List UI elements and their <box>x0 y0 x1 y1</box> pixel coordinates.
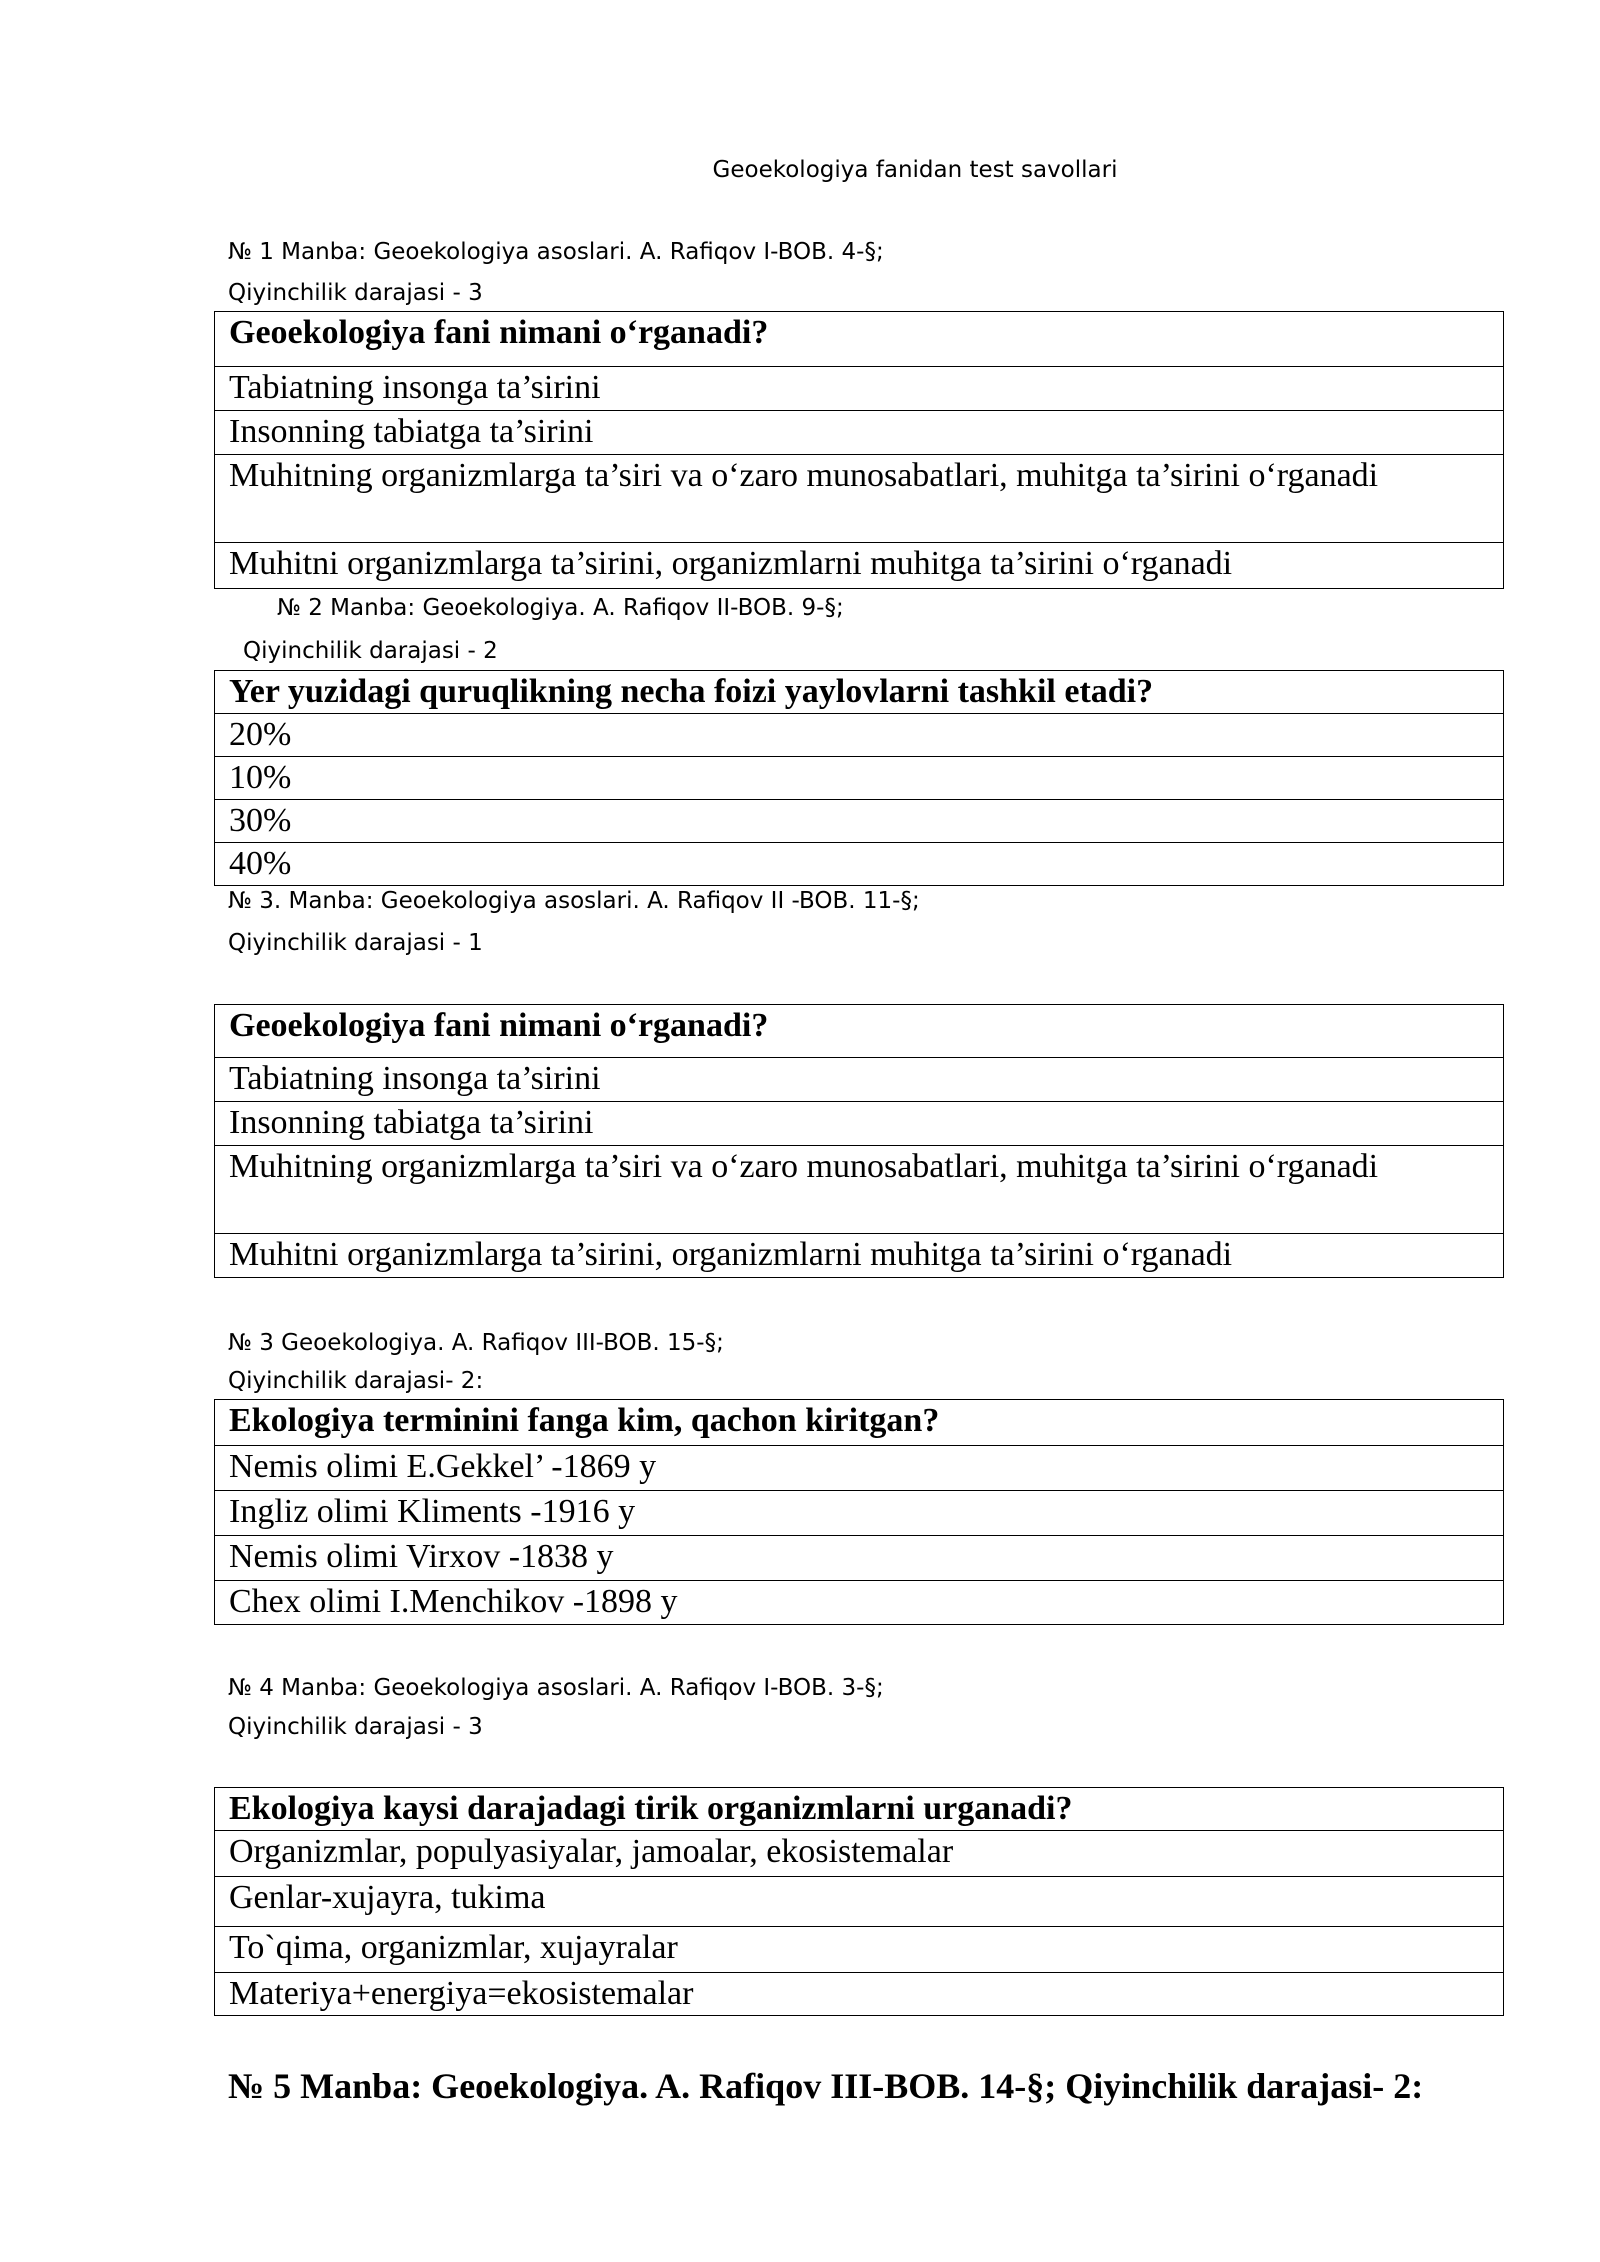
question-2-source: № 2 Manba: Geoekologiya. A. Rafiqov II-BOB. 9-§; <box>277 595 844 621</box>
question-1-answer-b: Insonning tabiatga ta’sirini <box>215 411 1504 455</box>
question-2-answer-b: 10% <box>215 757 1504 800</box>
question-2-answer-d: 40% <box>215 843 1504 886</box>
question-2-answer-a: 20% <box>215 714 1504 757</box>
question-4-difficulty: Qiyinchilik darajasi- 2: <box>228 1368 484 1394</box>
question-1-answer-d: Muhitni organizmlarga ta’sirini, organizmlarni muhitga ta’sirini oʻrganadi <box>215 543 1504 589</box>
question-2-difficulty: Qiyinchilik darajasi - 2 <box>243 638 498 664</box>
document-title: Geoekologiya fanidan test savollari <box>712 157 1118 183</box>
question-3-table <box>214 1004 1504 1278</box>
question-1-table <box>214 311 1504 589</box>
question-5-answer-b: Genlar-xujayra, tukima <box>215 1877 1504 1927</box>
question-3-difficulty: Qiyinchilik darajasi - 1 <box>228 930 483 956</box>
question-4-answer-d: Chex olimi I.Menchikov -1898 y <box>215 1581 1504 1625</box>
question-5-difficulty: Qiyinchilik darajasi - 3 <box>228 1714 483 1740</box>
question-5-source: № 4 Manba: Geoekologiya asoslari. A. Rafiqov I-BOB. 3-§; <box>228 1675 884 1701</box>
question-1-difficulty: Qiyinchilik darajasi - 3 <box>228 280 483 306</box>
question-5-text: Ekologiya kaysi darajadagi tirik organizmlarni urganadi? <box>215 1788 1504 1831</box>
question-1-answer-c: Muhitning organizmlarga ta’siri va oʻzaro munosabatlari, muhitga ta’sirini oʻrganadi <box>215 455 1504 543</box>
question-3-answer-d: Muhitni organizmlarga ta’sirini, organizmlarni muhitga ta’sirini oʻrganadi <box>215 1234 1504 1278</box>
question-2-table <box>214 670 1504 886</box>
question-4-answer-b: Ingliz olimi Kliments -1916 y <box>215 1491 1504 1536</box>
question-4-source: № 3 Geoekologiya. A. Rafiqov III-BOB. 15-§; <box>228 1330 724 1356</box>
question-1-source: № 1 Manba: Geoekologiya asoslari. A. Rafiqov I-BOB. 4-§; <box>228 239 884 265</box>
question-3-answer-b: Insonning tabiatga ta’sirini <box>215 1102 1504 1146</box>
question-5-table <box>214 1787 1504 2016</box>
question-4-answer-c: Nemis olimi Virxov -1838 y <box>215 1536 1504 1581</box>
question-4-answer-a: Nemis olimi E.Gekkel’ -1869 y <box>215 1446 1504 1491</box>
question-2-text: Yer yuzidagi quruqlikning necha foizi yaylovlarni tashkil etadi? <box>215 671 1504 714</box>
question-1-text: Geoekologiya fani nimani oʻrganadi? <box>215 312 1504 367</box>
question-3-answer-a: Tabiatning insonga ta’sirini <box>215 1058 1504 1102</box>
question-5-answer-d: Materiya+energiya=ekosistemalar <box>215 1973 1504 2016</box>
next-question-source: № 5 Manba: Geoekologiya. A. Rafiqov III-BOB. 14-§; Qiyinchilik darajasi- 2: <box>228 2066 1424 2106</box>
question-5-answer-a: Organizmlar, populyasiyalar, jamoalar, ekosistemalar <box>215 1831 1504 1877</box>
question-3-answer-c: Muhitning organizmlarga ta’siri va oʻzaro munosabatlari, muhitga ta’sirini oʻrganadi <box>215 1146 1504 1234</box>
question-5-answer-c: To`qima, organizmlar, xujayralar <box>215 1927 1504 1973</box>
question-4-table <box>214 1399 1504 1625</box>
question-2-answer-c: 30% <box>215 800 1504 843</box>
question-4-text: Ekologiya terminini fanga kim, qachon kiritgan? <box>215 1400 1504 1446</box>
question-1-answer-a: Tabiatning insonga ta’sirini <box>215 367 1504 411</box>
question-3-source: № 3. Manba: Geoekologiya asoslari. A. Rafiqov II -BOB. 11-§; <box>228 888 920 914</box>
question-3-text: Geoekologiya fani nimani oʻrganadi? <box>215 1005 1504 1058</box>
